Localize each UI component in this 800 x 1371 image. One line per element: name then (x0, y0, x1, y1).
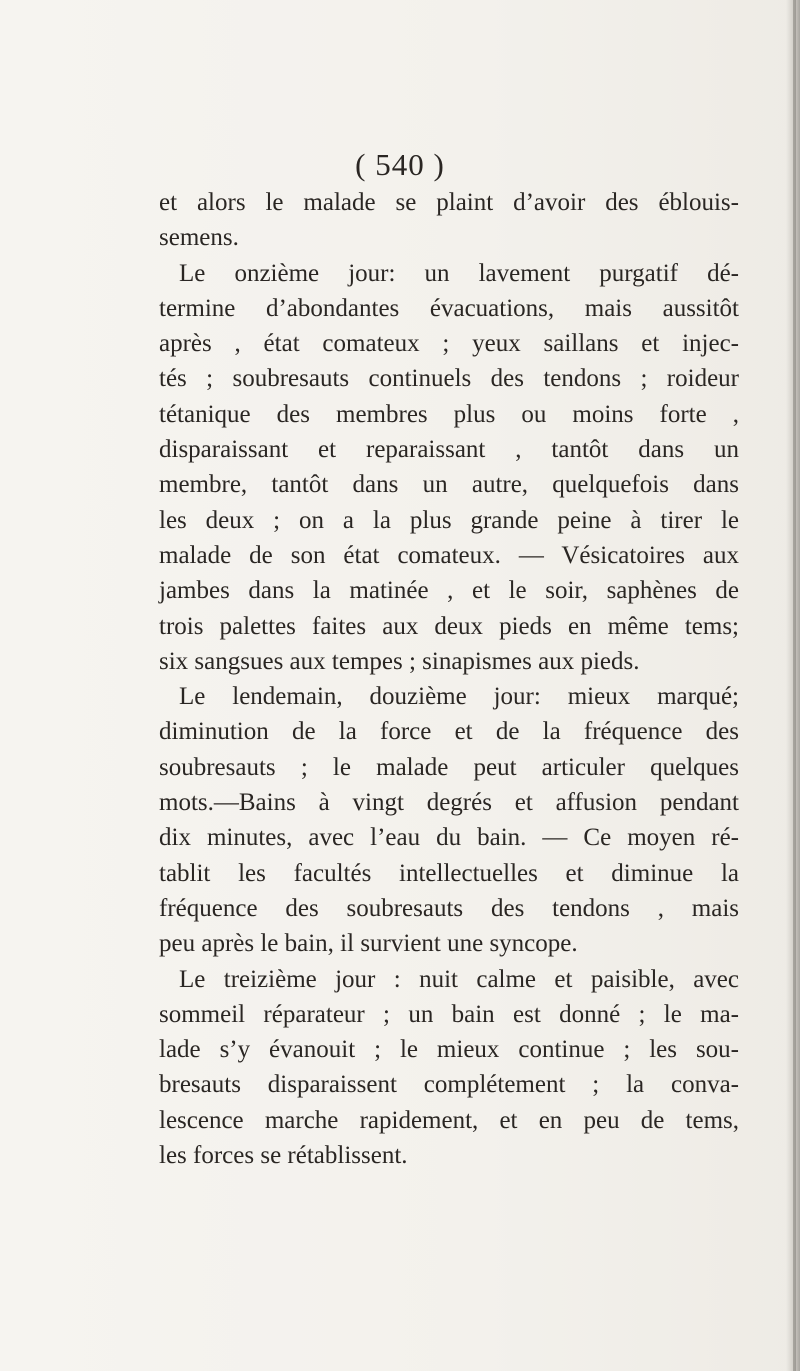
text-line: membre, tantôt dans un autre, quelquefois dans (159, 471, 739, 499)
text-line: trois palettes faites aux deux pieds en même tems; (159, 612, 739, 640)
body-text (159, 185, 739, 1173)
text-line: jambes dans la matinée , et le soir, saphènes de (159, 577, 739, 605)
page-number: ( 540 ) (355, 147, 445, 182)
text-line: diminution de la force et de la fréquence des (159, 718, 739, 746)
text-line: soubresauts ; le malade peut articuler quelques (159, 753, 739, 781)
text-line: tablit les facultés intellectuelles et diminue la (159, 859, 739, 887)
text-line: les forces se rétablissent. (159, 1142, 408, 1170)
page-edge-line (793, 0, 796, 1371)
text-line: tétanique des membres plus ou moins forte , (159, 400, 739, 428)
text-line: fréquence des soubresauts des tendons , mais (159, 894, 739, 922)
text-line: six sangsues aux tempes ; sinapismes aux pieds. (159, 647, 640, 675)
text-line: dix minutes, avec l’eau du bain. — Ce moyen ré- (159, 824, 739, 852)
text-line: Le treizième jour : nuit calme et paisible, avec (179, 965, 739, 993)
text-line: lade s’y évanouit ; le mieux continue ; les sou- (159, 1036, 739, 1064)
text-line: sommeil réparateur ; un bain est donné ; le ma- (159, 1000, 739, 1028)
text-line: disparaissant et reparaissant , tantôt dans un (159, 436, 739, 464)
text-line: lescence marche rapidement, et en peu de tems, (159, 1106, 739, 1134)
text-line: semens. (159, 224, 239, 252)
text-line: malade de son état comateux. — Vésicatoires aux (159, 541, 739, 569)
text-line: mots.—Bains à vingt degrés et affusion pendant (159, 789, 739, 817)
text-line: termine d’abondantes évacuations, mais aussitôt (159, 294, 739, 322)
text-line: tés ; soubresauts continuels des tendons ; roideur (159, 365, 739, 393)
text-line: les deux ; on a la plus grande peine à tirer le (159, 506, 739, 534)
text-line: après , état comateux ; yeux saillans et injec- (159, 330, 739, 358)
text-line: peu après le bain, il survient une syncope. (159, 930, 578, 958)
text-line: Le lendemain, douzième jour: mieux marqué; (179, 683, 739, 711)
text-line: bresauts disparaissent complétement ; la conva- (159, 1071, 739, 1099)
text-line: Le onzième jour: un lavement purgatif dé- (179, 259, 739, 287)
text-line: et alors le malade se plaint d’avoir des éblouis- (159, 189, 739, 216)
